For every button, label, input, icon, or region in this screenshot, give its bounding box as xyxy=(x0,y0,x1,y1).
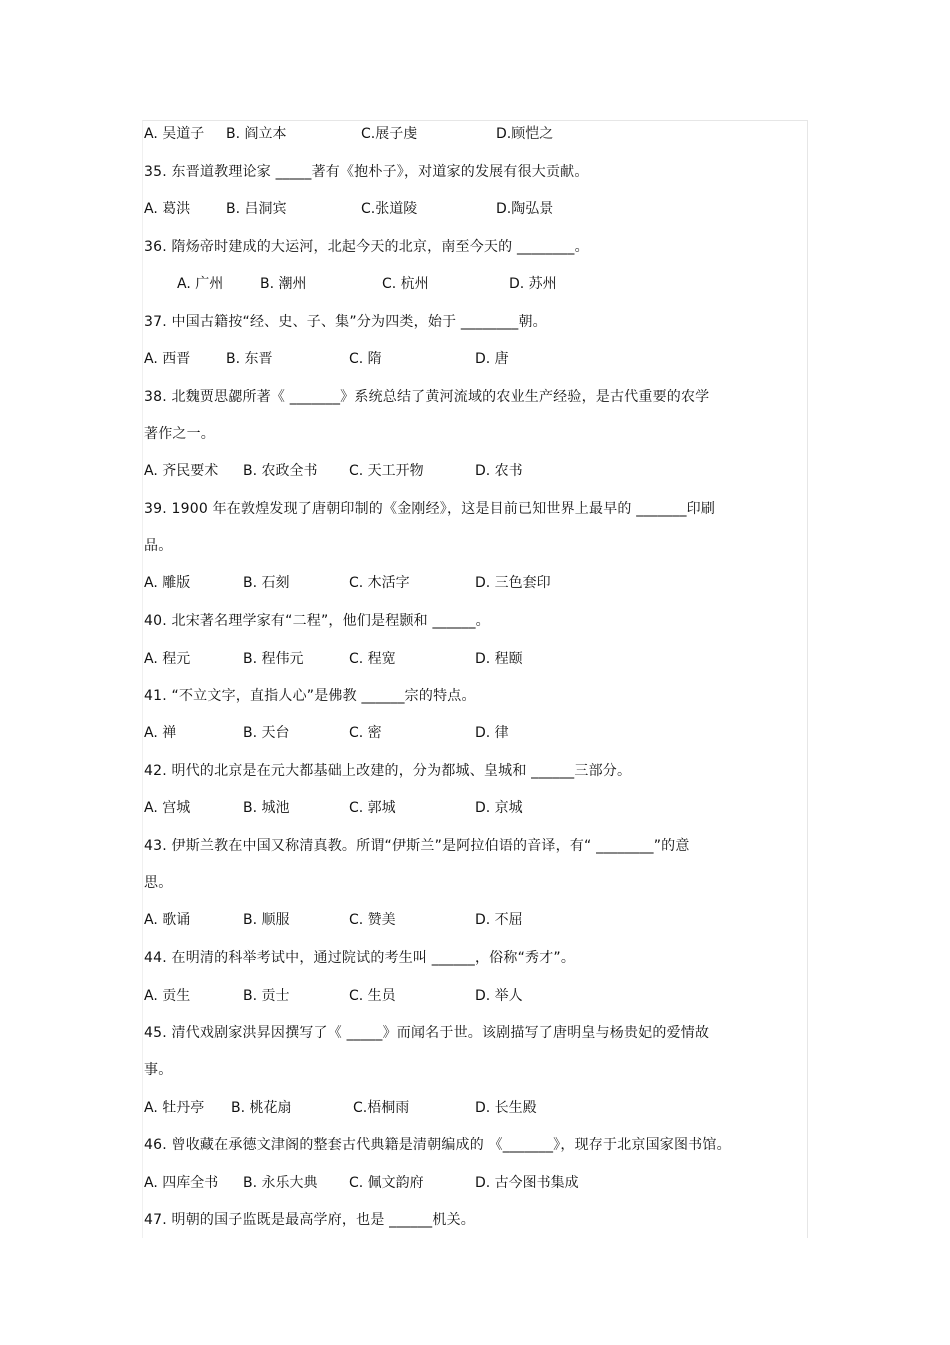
option-row xyxy=(144,274,804,294)
answer-option: C. 密 xyxy=(349,725,382,741)
answer-option: A. 禅 xyxy=(144,725,177,741)
question-text: 43. 伊斯兰教在中国又称清真教。所谓“伊斯兰”是阿拉伯语的音译，有“ ________”的意 xyxy=(144,838,690,854)
question-text: 36. 隋炀帝时建成的大运河，北起今天的北京，南至今天的 ________。 xyxy=(144,239,589,255)
answer-option: A. 雕版 xyxy=(144,575,191,591)
answer-option: C. 木活字 xyxy=(349,575,410,591)
answer-option: D. 律 xyxy=(475,725,509,741)
answer-option: A. 宫城 xyxy=(144,800,191,816)
option-row xyxy=(144,1098,804,1118)
answer-option: B. 吕洞宾 xyxy=(226,201,287,217)
answer-option: A. 西晋 xyxy=(144,351,191,367)
answer-option: D.顾恺之 xyxy=(496,126,554,142)
answer-option: A. 贡生 xyxy=(144,988,191,1004)
answer-option: B. 城池 xyxy=(243,800,290,816)
question-text: 38. 北魏贾思勰所著《 _______》系统总结了黄河流域的农业生产经验，是古代重要的农学 xyxy=(144,389,710,405)
question-text: 44. 在明清的科举考试中，通过院试的考生叫 ______，俗称“秀才”。 xyxy=(144,950,576,966)
answer-option: B. 贡士 xyxy=(243,988,290,1004)
answer-option: C. 程宽 xyxy=(349,651,396,667)
question-text: 事。 xyxy=(144,1062,173,1078)
option-row xyxy=(144,461,804,481)
question-text: 思。 xyxy=(144,875,173,891)
option-row xyxy=(144,199,804,219)
question-text: 35. 东晋道教理论家 _____著有《抱朴子》，对道家的发展有很大贡献。 xyxy=(144,164,589,180)
answer-option: C.张道陵 xyxy=(361,201,418,217)
answer-option: C. 赞美 xyxy=(349,912,396,928)
option-row xyxy=(144,723,804,743)
question-text: 40. 北宋著名理学家有“二程”，他们是程颢和 ______。 xyxy=(144,613,490,629)
answer-option: C. 佩文韵府 xyxy=(349,1175,424,1191)
option-row xyxy=(144,1173,804,1193)
answer-option: B. 天台 xyxy=(243,725,290,741)
question-text: 39. 1900 年在敦煌发现了唐朝印制的《金刚经》，这是目前已知世界上最早的 _______印刷 xyxy=(144,501,716,517)
answer-option: C. 生员 xyxy=(349,988,396,1004)
answer-option: C. 隋 xyxy=(349,351,382,367)
answer-option: B. 桃花扇 xyxy=(231,1100,292,1116)
answer-option: B. 阎立本 xyxy=(226,126,287,142)
answer-option: A. 歌诵 xyxy=(144,912,191,928)
answer-option: B. 农政全书 xyxy=(243,463,318,479)
answer-option: C.梧桐雨 xyxy=(353,1100,410,1116)
question-text: 47. 明朝的国子监既是最高学府，也是 ______机关。 xyxy=(144,1212,475,1228)
answer-option: A. 广州 xyxy=(177,276,224,292)
answer-option: B. 石刻 xyxy=(243,575,290,591)
question-text: 品。 xyxy=(144,538,173,554)
question-text: 46. 曾收藏在承德文津阁的整套古代典籍是清朝编成的 《_______》，现存于北京国家图书馆。 xyxy=(144,1137,731,1153)
answer-option: D. 农书 xyxy=(475,463,523,479)
option-row xyxy=(144,986,804,1006)
question-text: 41. “不立文字，直指人心”是佛教 ______宗的特点。 xyxy=(144,688,476,704)
answer-option: A. 程元 xyxy=(144,651,191,667)
answer-option: C.展子虔 xyxy=(361,126,418,142)
answer-option: D.陶弘景 xyxy=(496,201,554,217)
answer-option: B. 程伟元 xyxy=(243,651,304,667)
answer-option: D. 程颐 xyxy=(475,651,523,667)
answer-option: D. 苏州 xyxy=(509,276,557,292)
option-row xyxy=(144,798,804,818)
question-text: 42. 明代的北京是在元大都基础上改建的，分为都城、皇城和 ______三部分。 xyxy=(144,763,632,779)
answer-option: D. 唐 xyxy=(475,351,509,367)
question-text: 45. 清代戏剧家洪昇因撰写了《 _____》而闻名于世。该剧描写了唐明皇与杨贵妃的爱情故 xyxy=(144,1025,710,1041)
answer-option: A. 葛洪 xyxy=(144,201,191,217)
option-row xyxy=(144,349,804,369)
answer-option: C. 天工开物 xyxy=(349,463,424,479)
answer-option: C. 郭城 xyxy=(349,800,396,816)
option-row xyxy=(144,124,804,144)
answer-option: D. 长生殿 xyxy=(475,1100,537,1116)
answer-option: A. 四库全书 xyxy=(144,1175,219,1191)
answer-option: B. 潮州 xyxy=(260,276,307,292)
answer-option: B. 东晋 xyxy=(226,351,273,367)
answer-option: B. 永乐大典 xyxy=(243,1175,318,1191)
answer-option: C. 杭州 xyxy=(382,276,429,292)
answer-option: D. 古今图书集成 xyxy=(475,1175,579,1191)
answer-option: D. 不屈 xyxy=(475,912,523,928)
option-row xyxy=(144,573,804,593)
answer-option: A. 吴道子 xyxy=(144,126,205,142)
option-row xyxy=(144,649,804,669)
answer-option: A. 齐民要术 xyxy=(144,463,219,479)
answer-option: D. 举人 xyxy=(475,988,523,1004)
answer-option: D. 三色套印 xyxy=(475,575,551,591)
answer-option: B. 顺服 xyxy=(243,912,290,928)
answer-option: A. 牡丹亭 xyxy=(144,1100,205,1116)
question-text: 37. 中国古籍按“经、史、子、集”分为四类，始于 ________朝。 xyxy=(144,314,547,330)
answer-option: D. 京城 xyxy=(475,800,523,816)
option-row xyxy=(144,910,804,930)
question-text: 著作之一。 xyxy=(144,426,215,442)
